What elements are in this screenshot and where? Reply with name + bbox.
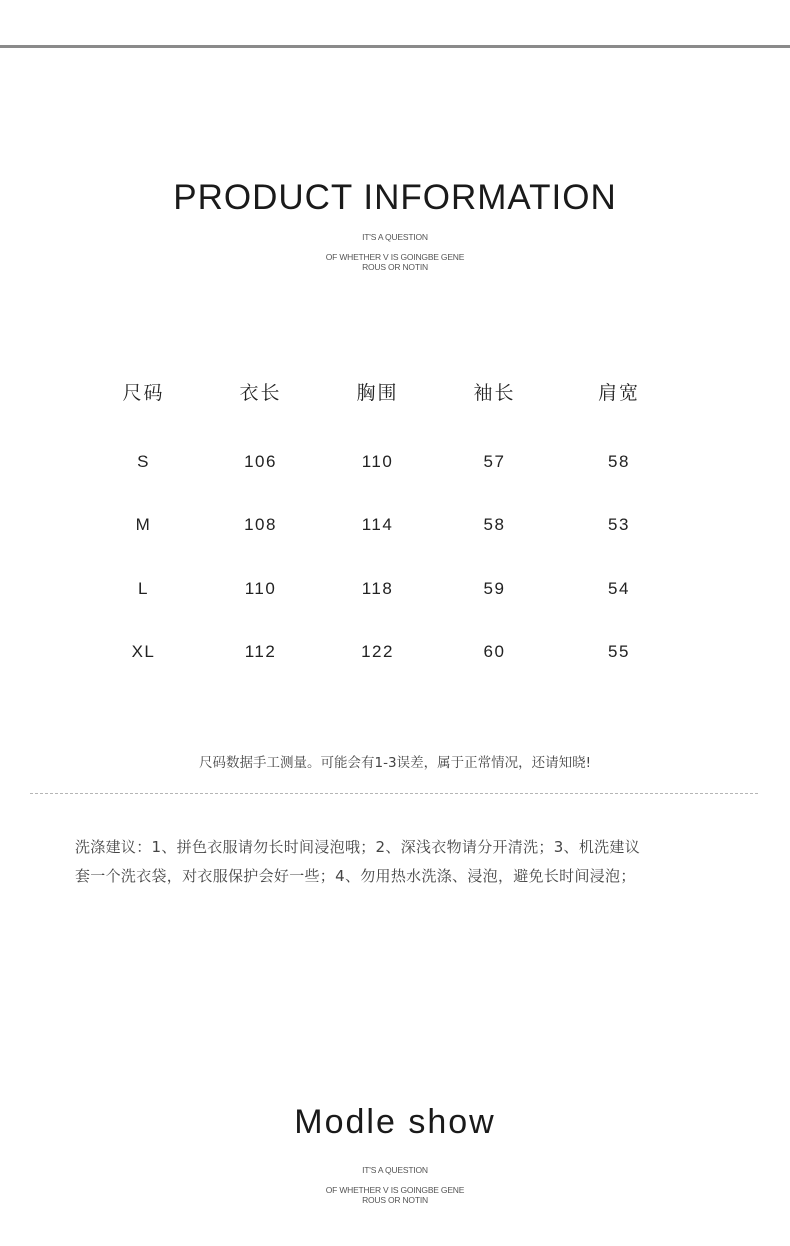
model-show-title: Modle show xyxy=(294,1103,496,1141)
header-length: 衣长 xyxy=(239,381,282,404)
cell-length: 112 xyxy=(244,642,277,662)
cell-size: XL xyxy=(131,642,156,662)
cell-chest: 118 xyxy=(361,578,394,598)
table-row xyxy=(85,414,685,494)
cell-length: 108 xyxy=(244,515,277,535)
tagline-line-1: IT'S A QUESTION xyxy=(362,232,428,242)
cell-shoulder: 54 xyxy=(608,578,630,598)
model-tagline-line-3: ROUS OR NOTIN xyxy=(362,1195,428,1205)
cell-sleeve: 58 xyxy=(483,515,506,535)
tagline-line-3: ROUS OR NOTIN xyxy=(362,262,428,272)
top-divider xyxy=(0,45,790,48)
header-chest: 胸围 xyxy=(356,381,399,404)
table-row xyxy=(85,494,685,558)
washing-line-2: 套一个洗衣袋，对衣服保护会好一些；4、勿用热水洗涤、浸泡，避免长时间浸泡； xyxy=(75,867,636,885)
header-size: 尺码 xyxy=(122,381,165,404)
cell-shoulder: 58 xyxy=(608,451,630,471)
washing-line-1: 洗涤建议：1、拼色衣服请勿长时间浸泡哦；2、深浅衣物请分开清洗；3、机洗建议 xyxy=(75,838,641,856)
model-tagline-line-1: IT'S A QUESTION xyxy=(362,1165,428,1175)
cell-chest: 110 xyxy=(361,451,394,471)
cell-chest: 122 xyxy=(361,642,394,662)
model-tagline-line-2: OF WHETHER V IS GOINGBE GENE xyxy=(325,1185,465,1195)
tagline-line-2: OF WHETHER V IS GOINGBE GENE xyxy=(325,252,465,262)
washing-instructions xyxy=(75,833,735,891)
header-shoulder: 肩宽 xyxy=(597,381,640,404)
cell-sleeve: 59 xyxy=(483,578,506,598)
size-table-header xyxy=(85,368,685,414)
cell-sleeve: 57 xyxy=(483,451,506,471)
cell-chest: 114 xyxy=(361,515,394,535)
cell-sleeve: 60 xyxy=(483,642,506,662)
table-row xyxy=(85,557,685,621)
table-row xyxy=(85,621,685,685)
cell-shoulder: 55 xyxy=(608,642,630,662)
size-table xyxy=(85,368,685,684)
header-sleeve: 袖长 xyxy=(473,381,516,404)
product-information-title: PRODUCT INFORMATION xyxy=(173,178,617,217)
cell-length: 106 xyxy=(244,451,277,471)
dashed-divider xyxy=(30,793,758,794)
cell-size: M xyxy=(135,515,152,535)
cell-length: 110 xyxy=(244,578,277,598)
cell-size: L xyxy=(138,578,149,598)
measurement-note: 尺码数据手工测量。可能会有1-3误差，属于正常情况，还请知晓! xyxy=(199,755,591,771)
cell-shoulder: 53 xyxy=(608,515,630,535)
cell-size: S xyxy=(137,451,150,471)
